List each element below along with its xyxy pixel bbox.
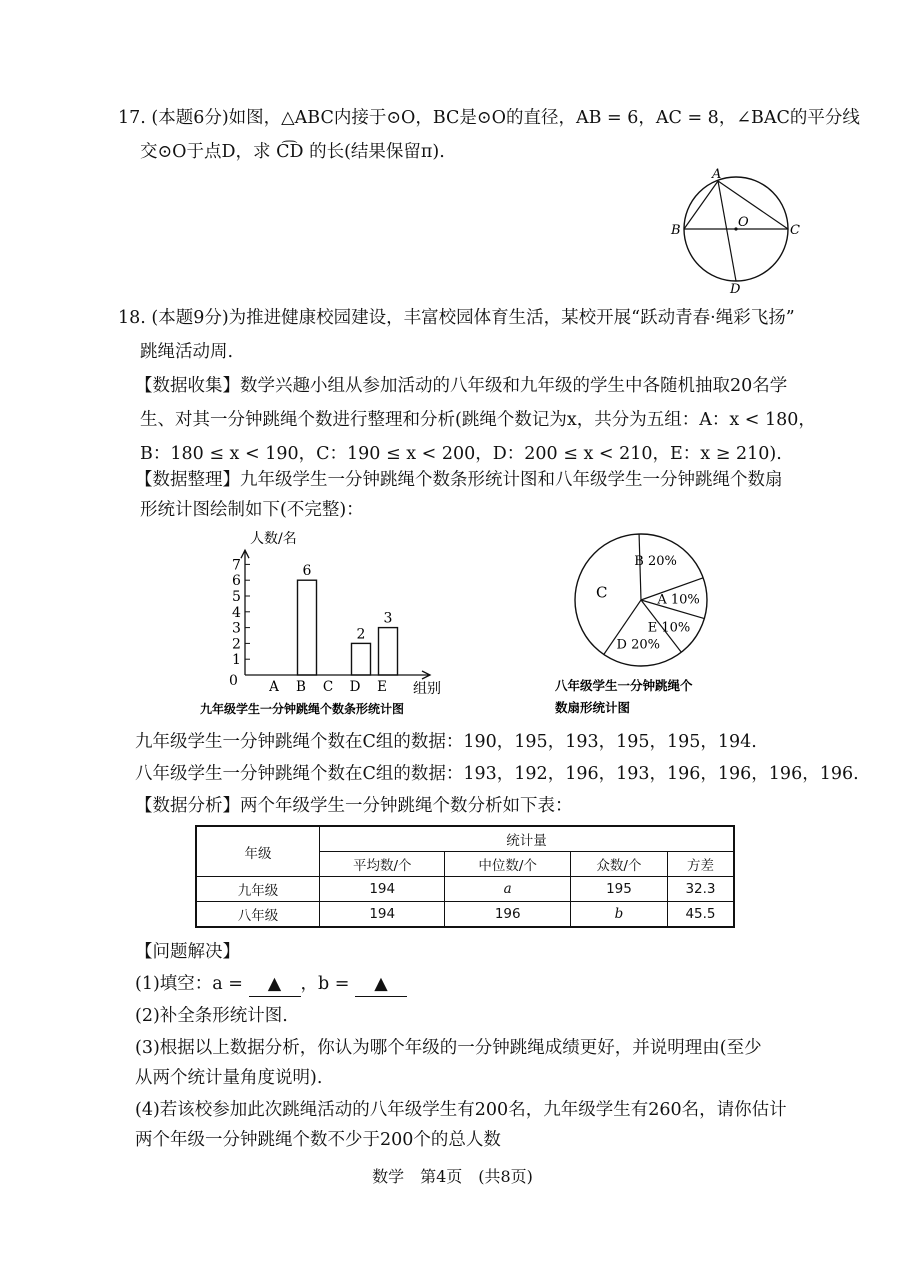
th-stats: 统计量: [320, 826, 735, 852]
grade8-c-data: 八年级学生一分钟跳绳个数在C组的数据：193，192，196，193，196，196，196，196.: [135, 764, 859, 784]
q18-line-1: 18. (本题9分)为推进健康校园建设，丰富校园体育生活，某校开展“跃动青春·绳彩飞扬”: [118, 308, 795, 328]
problem-3-line-1: (3)根据以上数据分析，你认为哪个年级的一分钟跳绳成绩更好，并说明理由(至少: [135, 1038, 762, 1058]
bar-data-label: 2: [356, 626, 366, 643]
th-mode: 众数/个: [570, 852, 667, 877]
label-o: O: [738, 215, 749, 230]
th-mean: 平均数/个: [320, 852, 445, 877]
pie-slice-label: A 10%: [657, 592, 700, 608]
collect-line-2: 生、对其一分钟跳绳个数进行整理和分析(跳绳个数记为x，共分为五组：A：x < 180，: [140, 410, 816, 430]
page-footer: 数学 第4页 (共8页): [372, 1167, 533, 1186]
bar-ytick-label: 3: [232, 620, 241, 637]
table-row: [196, 902, 734, 928]
arrange-line-2: 形统计图绘制如下(不完整)：: [140, 500, 364, 520]
collect-line-3: B：180 ≤ x < 190，C：190 ≤ x < 200，D：200 ≤ x < 210，E：x ≥ 210).: [140, 444, 782, 464]
bar-ytick-label: 0: [229, 673, 238, 689]
q17-line-1: 17. (本题6分)如图，△ABC内接于⊙O，BC是⊙O的直径，AB = 6，AC = 8，∠BAC的平分线: [118, 108, 860, 128]
bar-ytick-label: 1: [232, 652, 241, 669]
th-median: 中位数/个: [445, 852, 570, 877]
pie-slice-label: E 10%: [647, 620, 691, 636]
bar-title: 九年级学生一分钟跳绳个数条形统计图: [200, 702, 405, 716]
cell-mode: 195: [570, 877, 667, 902]
problem-4-line-1: (4)若该校参加此次跳绳活动的八年级学生有200名，九年级学生有260名，请你估计: [135, 1100, 787, 1120]
problem-3-line-2: 从两个统计量角度说明).: [135, 1068, 323, 1088]
table-row: [196, 877, 734, 902]
bar: [298, 580, 317, 675]
bar: [379, 628, 398, 675]
pie-chart-grade8: [545, 530, 745, 720]
problem-head: 【问题解决】: [135, 942, 240, 962]
cell-mean: 194: [320, 902, 445, 928]
p1-prefix: (1)填空：a =: [135, 974, 249, 994]
problem-4-line-2: 两个年级一分钟跳绳个数不少于200个的总人数: [135, 1130, 501, 1150]
label-c: C: [790, 223, 800, 238]
bar-chart-grade9: [195, 525, 485, 720]
q18-line-2: 跳绳活动周.: [140, 342, 234, 362]
grade9-c-data: 九年级学生一分钟跳绳个数在C组的数据：190，195，193，195，195，194.: [135, 732, 757, 752]
th-grade: 年级: [196, 826, 320, 877]
label-d: D: [730, 282, 741, 296]
chord-ad: [718, 181, 736, 281]
pie-slice-label: B 20%: [634, 554, 677, 570]
label-a: A: [712, 167, 722, 182]
label-b: B: [671, 223, 681, 238]
cell-mode: b: [570, 902, 667, 928]
pie-slice-label: C: [595, 583, 608, 602]
p1-mid: ，b =: [300, 974, 356, 994]
bar-category-label: B: [296, 679, 306, 695]
bar-data-label: 3: [383, 610, 393, 627]
bar-ytick-label: 4: [232, 604, 241, 621]
circle-figure: [668, 166, 808, 296]
cell-median: a: [445, 877, 570, 902]
pie-title-line-2: 数扇形统计图: [555, 700, 631, 715]
cell-grade: 八年级: [196, 902, 320, 928]
analysis-line: 【数据分析】两个年级学生一分钟跳绳个数分析如下表：: [135, 796, 573, 816]
cell-mean: 194: [320, 877, 445, 902]
cell-var: 45.5: [667, 902, 734, 928]
blank-b: ▲: [355, 972, 407, 997]
problem-2: (2)补全条形统计图.: [135, 1006, 288, 1026]
cell-var: 32.3: [667, 877, 734, 902]
cell-median: 196: [445, 902, 570, 928]
bar-category-label: E: [377, 679, 387, 695]
stats-table: [195, 825, 735, 928]
bar-ytick-label: 6: [232, 573, 241, 590]
th-var: 方差: [667, 852, 734, 877]
collect-line-1: 【数据收集】数学兴趣小组从参加活动的八年级和九年级的学生中各随机抽取20名学: [135, 376, 788, 396]
bar-ytick-label: 5: [232, 589, 241, 605]
bar-xlabel: 组别: [413, 681, 441, 697]
bar: [352, 643, 371, 675]
bar-ytick-label: 7: [232, 557, 241, 574]
bar-category-label: A: [269, 679, 279, 695]
cell-grade: 九年级: [196, 877, 320, 902]
bar-category-label: C: [322, 679, 334, 695]
bar-data-label: 6: [302, 563, 312, 580]
chord-ac: [718, 181, 788, 229]
arrange-line-1: 【数据整理】九年级学生一分钟跳绳个数条形统计图和八年级学生一分钟跳绳个数扇: [135, 470, 783, 490]
pie-title-line-1: 八年级学生一分钟跳绳个: [555, 678, 693, 693]
problem-1: [135, 972, 407, 997]
bar-ytick-label: 2: [232, 636, 241, 653]
blank-a: ▲: [249, 972, 301, 997]
pie-slice-label: D 20%: [616, 637, 660, 653]
q17-line-2: 交⊙O于点D，求 C͡D 的长(结果保留π).: [140, 142, 445, 162]
bar-ylabel: 人数/名: [250, 531, 297, 547]
bar-category-label: D: [349, 679, 361, 695]
